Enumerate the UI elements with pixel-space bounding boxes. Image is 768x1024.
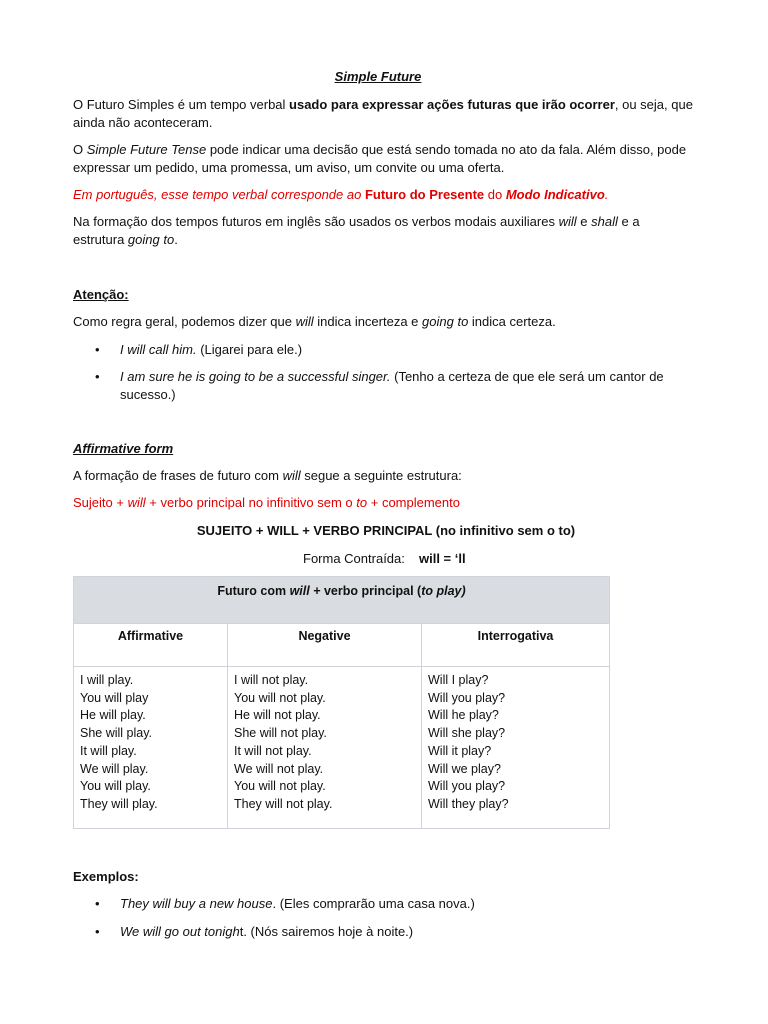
contracted-value: will = ‘ll	[419, 551, 466, 566]
column-header-affirmative: Affirmative	[74, 624, 228, 667]
column-header-negative: Negative	[228, 624, 422, 667]
negative-cell	[228, 667, 422, 829]
bullet-icon: •	[95, 896, 100, 911]
bullet-icon: •	[95, 924, 100, 939]
italic-span: going to	[422, 314, 469, 329]
text-span: e a	[617, 214, 640, 229]
italic-span: will	[295, 314, 314, 329]
contracted-label: Forma Contraída:	[303, 551, 405, 566]
table-cell-line: He will not play.	[234, 708, 321, 723]
italic-span: to play)	[421, 584, 466, 598]
intro-paragraph-3	[73, 186, 683, 204]
affirmative-description	[73, 467, 683, 485]
text-span: A formação de frases de futuro com	[73, 468, 283, 483]
column-header-interrogative: Interrogativa	[422, 624, 610, 667]
table-cell-line: It will play.	[80, 743, 137, 758]
text-span: Sujeito +	[73, 495, 128, 510]
affirmative-structure	[73, 494, 683, 512]
interrogative-cell	[422, 667, 610, 829]
affirmative-formula	[73, 522, 699, 540]
text-span: t. (Nós sairemos hoje à noite.)	[239, 924, 414, 939]
intro-paragraph-4-line2	[73, 231, 683, 249]
table-header-row	[74, 624, 610, 667]
italic-span: Simple Future Tense	[86, 142, 207, 157]
italic-span: will	[127, 495, 146, 510]
text-span: Na formação dos tempos futuros em inglês são usados os verbos modais auxiliares	[73, 214, 559, 229]
text-span: (Ligarei para ele.)	[196, 342, 303, 357]
text-span: do	[484, 187, 506, 202]
text-span: Futuro com	[217, 584, 290, 598]
intro-paragraph-1-line2	[73, 114, 683, 132]
text-span: segue a seguinte estrutura:	[300, 468, 462, 483]
bold-span: usado para expressar ações futuras que irão ocorrer	[289, 97, 615, 112]
table-cell-line: Will we play?	[428, 761, 501, 776]
formula-text: SUJEITO + WILL + VERBO PRINCIPAL (no infinitivo sem o to)	[196, 523, 576, 538]
text-span: pode indicar uma decisão que está sendo tomada no ato da fala. Além disso, pode	[206, 142, 687, 157]
table-cell-line: I will play.	[80, 673, 134, 687]
table-cell-line: They will not play.	[234, 796, 333, 811]
intro-paragraph-4	[73, 213, 683, 231]
text-span: + complemento	[367, 495, 460, 510]
attention-rule	[73, 313, 683, 331]
text-span: .	[604, 187, 609, 202]
italic-span: will	[558, 214, 577, 229]
affirmative-heading	[73, 440, 683, 458]
table-row	[74, 667, 610, 829]
text-span: .	[174, 232, 178, 247]
text-span: (Tenho a certeza de que ele será um cantor de	[390, 369, 664, 384]
table-cell-line: Will he play?	[428, 708, 499, 723]
table-title	[74, 577, 610, 624]
table-cell-line: Will she play?	[428, 726, 506, 741]
italic-span: They will buy a new house	[120, 896, 273, 911]
text-span: O	[73, 142, 87, 157]
italic-span: going to	[127, 232, 175, 247]
italic-span: will +	[289, 584, 321, 598]
bullet-icon: •	[95, 342, 100, 357]
table-cell-line: Will I play?	[428, 673, 489, 687]
intro-paragraph-1	[73, 96, 693, 114]
intro-paragraph-2-line2	[73, 159, 683, 177]
text-span: . (Eles comprarão uma casa nova.)	[272, 896, 475, 911]
table-cell-line: She will play.	[80, 726, 153, 741]
table-cell-line: You will play	[80, 690, 149, 705]
text-span: ainda não aconteceram.	[73, 115, 213, 130]
text-span: Em português, esse tempo verbal corresponde ao	[73, 187, 365, 202]
affirmative-cell	[74, 667, 228, 829]
conjugation-table	[73, 576, 610, 829]
page-title	[73, 68, 683, 86]
table-cell-line: I will not play.	[234, 673, 309, 687]
table-cell-line: You will not play.	[234, 779, 326, 794]
table-cell-line: Will it play?	[428, 743, 492, 758]
text-span: Como regra geral, podemos dizer que	[73, 314, 296, 329]
table-cell-line: You will play.	[80, 779, 151, 794]
text-span: indica incerteza e	[313, 314, 423, 329]
italic-span: to	[356, 495, 368, 510]
text-span: sucesso.)	[120, 387, 176, 402]
italic-span: I am sure he is going to be a successful singer.	[120, 369, 391, 384]
bullet-icon: •	[95, 369, 100, 384]
intro-paragraph-2	[73, 141, 687, 159]
italic-span: shall	[591, 214, 618, 229]
table-cell-line: Will you play?	[428, 690, 506, 705]
bold-span: Modo Indicativo	[505, 187, 605, 202]
table-cell-line: They will play.	[80, 796, 158, 811]
table-cell-line: It will not play.	[234, 743, 312, 758]
italic-span: We will go out tonigh	[120, 924, 240, 939]
table-title-row	[74, 577, 610, 624]
heading-text: Exemplos:	[73, 869, 139, 884]
attention-heading	[73, 286, 683, 304]
text-span: , ou seja, que	[614, 97, 693, 112]
heading-text: Affirmative form	[73, 441, 174, 456]
italic-span: I will call him.	[120, 342, 197, 357]
title-text: Simple Future	[334, 69, 422, 84]
bold-span: Futuro do Presente	[364, 187, 485, 202]
table-cell-line: He will play.	[80, 708, 146, 723]
heading-text: Atenção:	[73, 287, 129, 302]
italic-span: will	[282, 468, 301, 483]
table-cell-line: She will not play.	[234, 726, 327, 741]
text-span: O Futuro Simples é um tempo verbal	[73, 97, 290, 112]
text-span: e	[576, 214, 592, 229]
examples-heading	[73, 868, 683, 886]
table-cell-line: Will they play?	[428, 796, 509, 811]
text-span: indica certeza.	[468, 314, 556, 329]
table-cell-line: We will not play.	[234, 761, 324, 776]
text-span: + verbo principal no infinitivo sem o	[145, 495, 357, 510]
text-span: expressar um pedido, uma promessa, um aviso, um convite ou uma oferta.	[73, 160, 505, 175]
table-cell-line: We will play.	[80, 761, 149, 776]
table-cell-line: Will you play?	[428, 779, 506, 794]
text-span: estrutura	[73, 232, 128, 247]
text-span: verbo principal (	[320, 584, 422, 598]
table-cell-line: You will not play.	[234, 690, 326, 705]
